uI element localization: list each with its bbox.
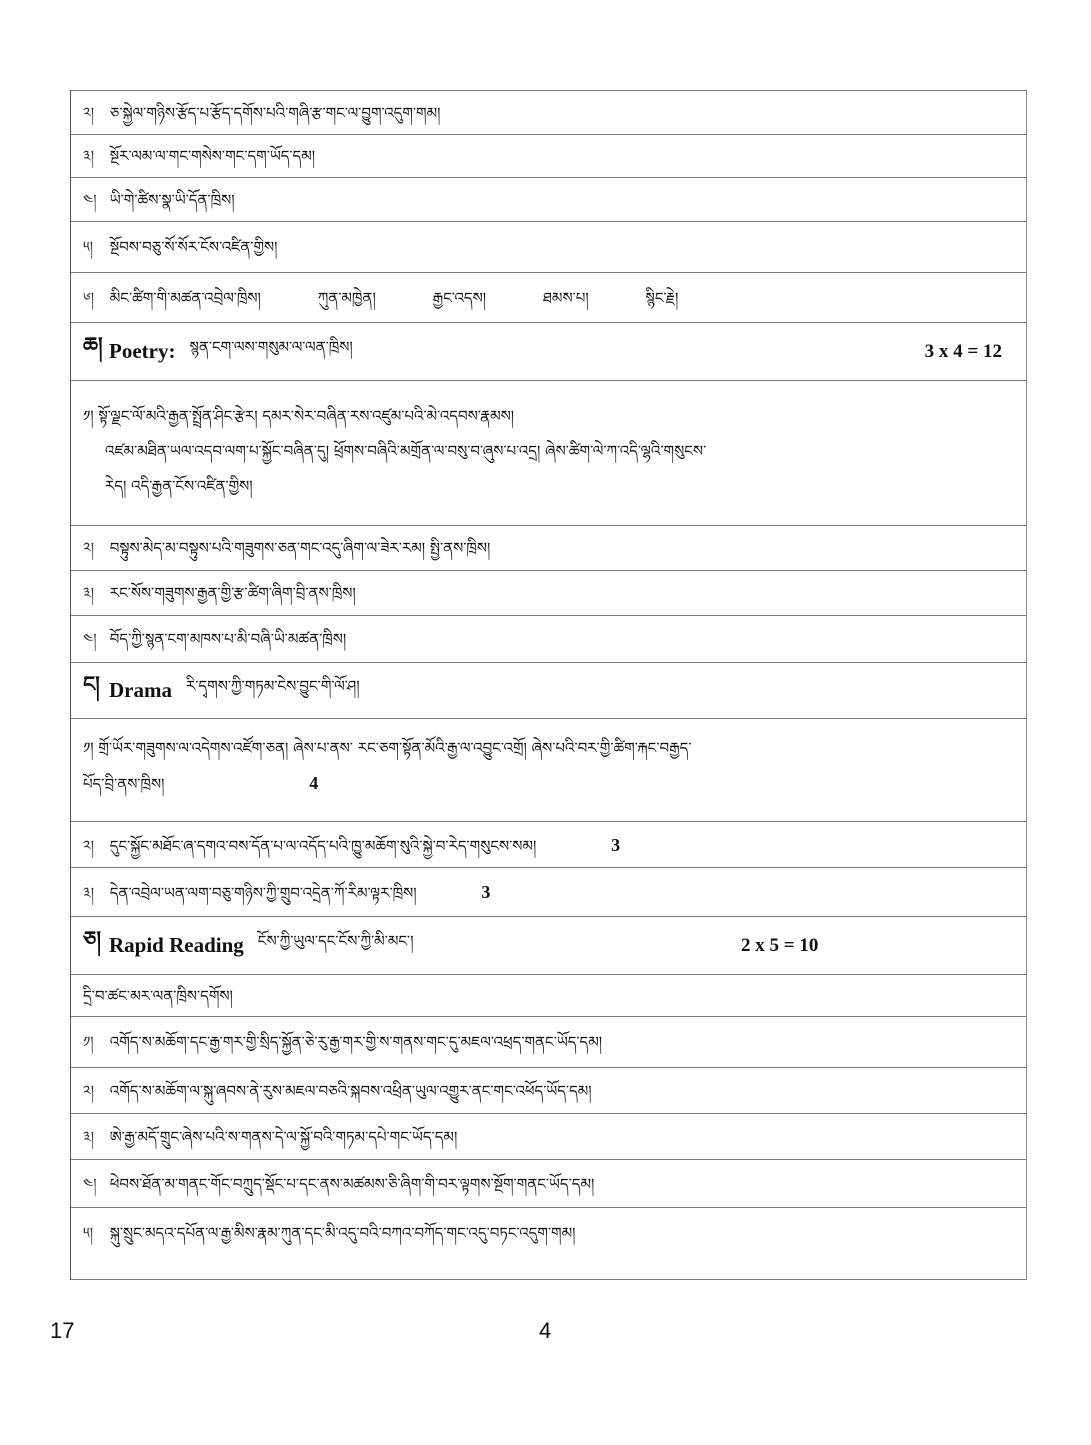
question-number: ༦། [83,289,95,307]
page-number: 4 [539,1318,552,1343]
question-row [71,718,1026,821]
question-row [71,221,1026,272]
section-header-rapid-reading [71,916,1026,974]
question-number: ༤། [83,630,97,648]
question-text: སྔོར་ལམ་ལ་གང་གསེས་གང་དག་ཡོད་དམ། [109,147,316,165]
question-line: ༡། སྟོ་ལྗང་ལོ་མའི་རྒྱན་སྤྲོན་ཤིང་རྩེར། དམར་སེར་བཞིན་རས་འཛུམ་པའི་མེ་འདབས་རྣམས། [83,407,515,425]
question-number: ༢། [83,104,95,122]
question-row [71,177,1026,221]
question-row [71,1067,1026,1113]
question-row [71,525,1026,570]
section-score: 3 x 4 = 12 [924,340,1002,362]
section-title: Rapid Reading [109,933,244,957]
question-number: ༤། [83,1175,97,1193]
question-number: ༢། [83,837,95,855]
section-score: 2 x 5 = 10 [741,934,819,956]
question-number: ༣། [83,1128,95,1146]
question-number: ༣། [83,884,95,902]
question-line: འཛམ་མཐིན་ཡལ་འདབ་ལག་པ་སྐྱོང་བཞིན་དུ། ཕྲོགས་བཞིའི་མགྲོན་ལ་བསུ་བ་ཞུས་པ་འདྲ། ཞེས་ཚིག་ལེ་ཀ་འདི་ལྷའི་གསུངས་ [105,442,707,460]
section-title: Drama [109,678,172,702]
question-text: ཅ་སྐྱེལ་གཉིས་རྩོད་པ་རྩོད་དགོས་པའི་གཞི་རྩ་གང་ལ་བྱུག་འདུག་གམ། [109,104,441,122]
section-instruction: རི་དྭགས་ཀྱི་གཏམ་ངེས་བྱུང་གི་ལོ་ཤ། [185,676,360,695]
question-text: བོད་ཀྱི་སྙན་ངག་མཁས་པ་མི་བཞི་ཡི་མཚན་ཁྲིས། [109,630,347,648]
question-number: ༢། [83,539,95,557]
footer-code: 17 [50,1318,75,1343]
section-header-drama [71,662,1026,718]
question-text: དེན་འབྲེལ་ཡན་ལག་བཅུ་གཉིས་ཀྱི་གྲུབ་འདྲེན་ཀོ་རིམ་ལྟར་ཁྲིས། [109,884,417,902]
question-row [71,1159,1026,1207]
question-row [71,821,1026,867]
section-title: Poetry: [109,339,176,363]
question-row [71,570,1026,615]
instruction-text: དྲི་བ་ཚང་མར་ལན་ཁྲིས་དགོས། [83,987,233,1005]
section-header-poetry [71,322,1026,380]
question-line-text: པོད་བྲི་ནས་ཁྲིས། [83,775,165,793]
question-number: ༡། [83,1033,94,1051]
question-number: ༣། [83,584,95,602]
question-number: ༢། [83,1082,95,1100]
question-text: འགོད་ས་མཆོག་དང་རྒྱ་གར་གྱི་སྲིད་སྐྱོན་ཅེ་རུ་རྒྱ་གར་གྱི་ས་གནས་གང་དུ་མཇལ་འཕྲད་གནང་ཡོད་དམ། [109,1033,603,1051]
question-line: ༡། གྲོ་ཡོར་གཟུགས་ལ་འདེགས་འཛོག་ཅན། ཞེས་པ་ནས་ རང་ཅག་སྟོན་མོའི་རྒྱ་ལ་འབྱུང་འགྲོ། ཞེས་པའི་བར་གྱི་ཚིག་རྐང་བརྒྱད་ [83,739,692,757]
question-row [71,1207,1026,1280]
question-text: འགོད་ས་མཆོག་ལ་སྐུ་ཞབས་ནེ་རུས་མཇལ་བཅའི་སྐབས་འཕྲིན་ཡུལ་འགྱུར་ནང་གང་འཕོད་ཡོད་དམ། [109,1082,592,1100]
question-row [71,134,1026,177]
option-word: ཀུན་མཁྱེན། [317,289,376,307]
question-row [71,1113,1026,1159]
section-mark: ཅ། [83,927,102,951]
question-text: སྐུ་སྲུང་མདའ་དཔོན་ལ་རྒྱ་མིས་རྣམ་ཀུན་དང་མི་འདུ་བའི་བཀའ་བཀོད་གང་འདུ་བཏང་འདུག་གམ། [109,1224,576,1242]
section-mark: ང། [83,672,100,696]
question-score: 3 [611,835,621,855]
question-row [71,380,1026,525]
question-row [71,272,1026,322]
question-score: 4 [309,773,319,793]
question-text: ཕེབས་ཐོན་མ་གནང་གོང་བཀྲུད་སྡོང་པ་དང་ནས་མཚམས་ཅི་ཞིག་གི་བར་ལྟགས་སྔོག་གནང་ཡོད་དམ། [109,1175,595,1193]
question-paper-table [70,90,1027,1280]
question-score: 3 [481,882,491,902]
question-row [71,90,1026,134]
question-row [71,1016,1026,1067]
question-text: དུང་སྐྱོང་མཐོང་ཞ་དགའ་བས་དོན་པ་ལ་འདོད་པའི་ཁྱུ་མཆོག་སུའི་སྐྱེ་བ་རེད་གསུངས་སམ། [109,837,537,855]
question-row [71,867,1026,916]
question-text: ཨེ་རྒྱ་མདོ་གྲུང་ཞེས་པའི་ས་གནས་དེ་ལ་སྐྱོ་བའི་གཏམ་དཔེ་གང་ཡོད་དམ། [109,1128,458,1146]
option-word: ཐམས་པ། [542,289,589,307]
option-word: སྙིང་རྗེ། [645,289,679,307]
question-text: བསྟུས་མེད་མ་བསྟུས་པའི་གཟུགས་ཅན་གང་འདུ་ཞིག་ལ་ཟེར་རམ། སྤྱི་ནས་ཁྲིས། [109,539,491,557]
instruction-row [71,974,1026,1016]
section-instruction: སྙན་ངག་ལས་གསུམ་ལ་ལན་ཁྲིས། [189,337,353,356]
question-text: རང་སོས་གཟུགས་རྒྱན་གྱི་རྩ་ཚིག་ཞིག་བྲི་ནས་ཁྲིས། [109,584,356,602]
option-word: རྒྱང་འདས། [432,289,487,307]
question-number: ༥། [83,1224,94,1242]
question-line [83,766,1014,801]
question-line: རེད། འདི་རྒྱན་ངོས་འཛིན་གྱིས། [105,477,253,495]
question-row [71,615,1026,662]
section-mark: ཆ། [83,333,103,357]
question-text: སྔོབས་བཅུ་སོ་སོར་ངོས་འཛིན་གྱིས། [109,238,278,256]
section-instruction: ངོས་ཀྱི་ཡུལ་དང་ངོས་ཀྱི་མི་མང་། [257,931,414,950]
question-text: མིང་ཚིག་གི་མཚན་འབྲེལ་ཁྲིས། [109,289,261,307]
question-text: ཡི་གེ་ཚིས་སྣ་ཡི་དོན་ཁྲིས། [109,191,235,209]
question-number: ༥། [83,238,94,256]
question-number: ༣། [83,147,95,165]
question-number: ༤། [83,191,97,209]
